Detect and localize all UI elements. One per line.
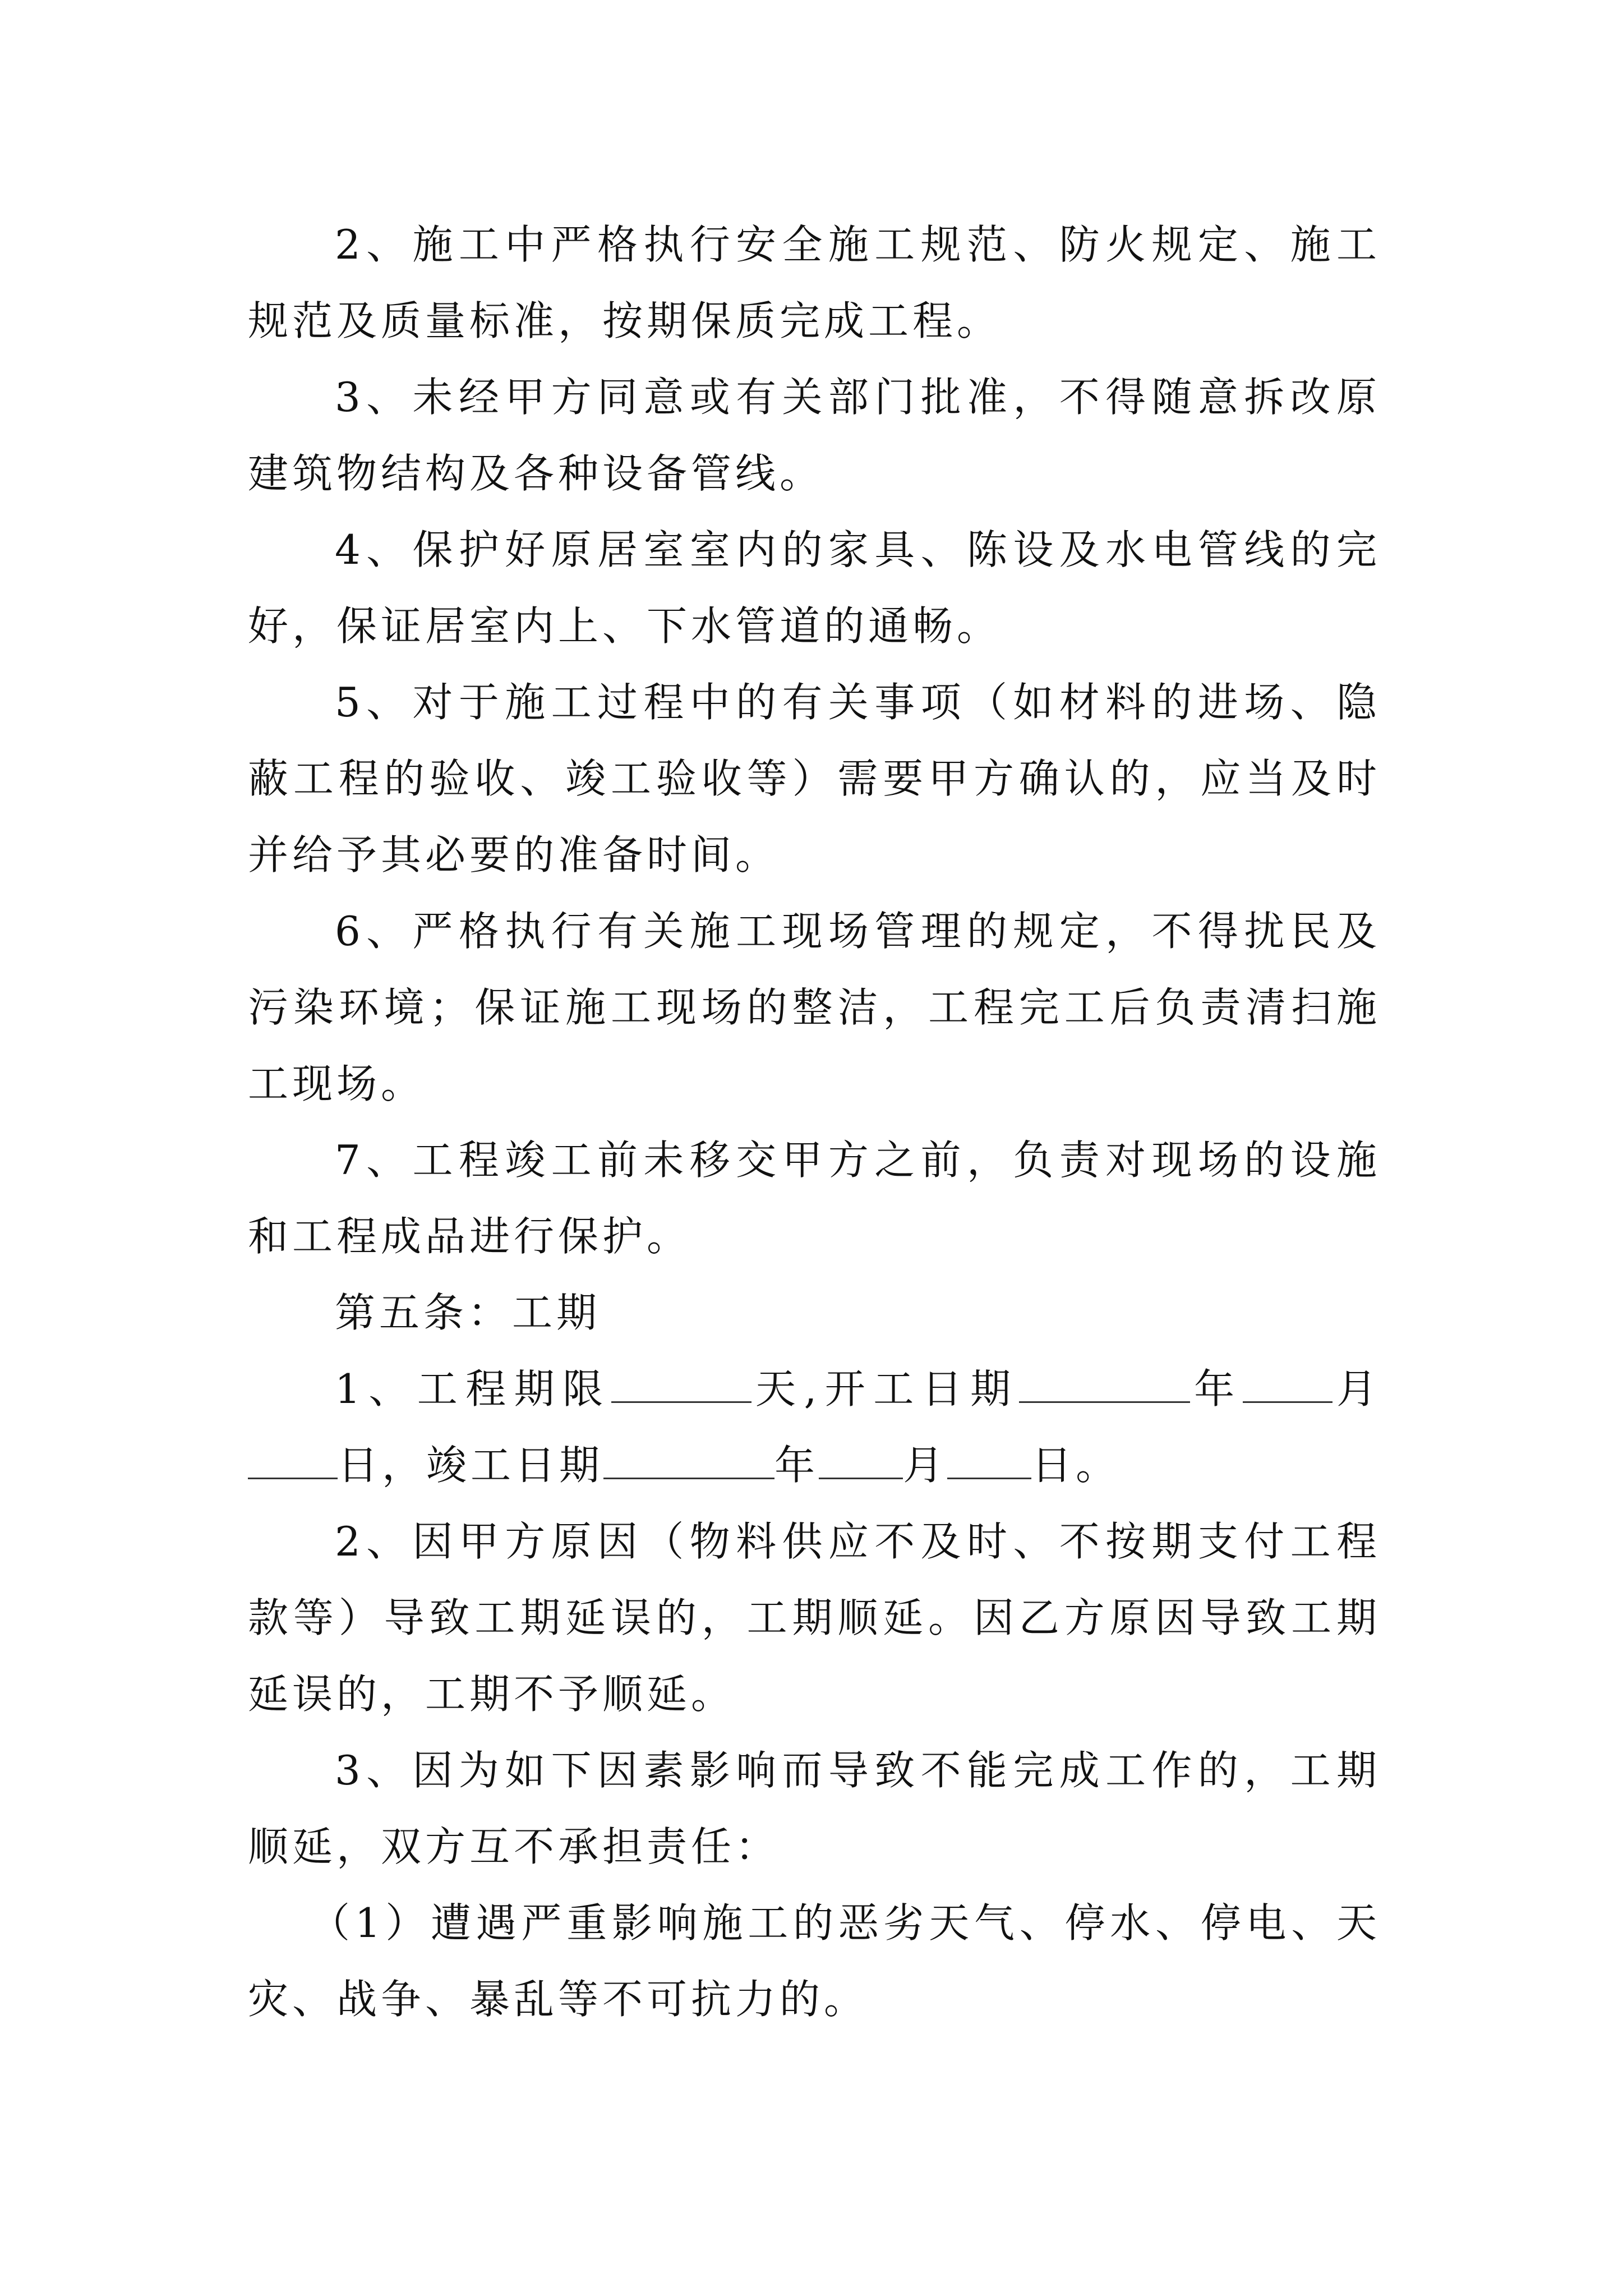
clause-paragraph-3: 3、未经甲方同意或有关部门批准，不得随意拆改原建筑物结构及各种设备管线。: [248, 374, 1381, 497]
schedule-paragraph-3: 3、因为如下因素影响而导致不能完成工作的，工期顺延，双方互不承担责任：: [248, 1747, 1381, 1870]
unit-date: 日: [338, 1442, 382, 1489]
blank-start-year: [1019, 1356, 1190, 1403]
clause-paragraph-5: 5、对于施工过程中的有关事项（如材料的进场、隐蔽工程的验收、竣工验收等）需要甲方确认的，应当及时并给予其必要的准备时间。: [248, 679, 1381, 878]
blank-period-days: [611, 1356, 751, 1403]
section-heading-schedule: 第五条：工期: [335, 1289, 601, 1336]
unit-year: 年: [1189, 1365, 1243, 1412]
blank-start-day: [248, 1433, 338, 1479]
comma-separator: ，: [382, 1442, 427, 1489]
clause-paragraph-4: 4、保护好原居室室内的家具、陈设及水电管线的完好，保证居室内上、下水管道的通畅。: [248, 526, 1381, 650]
unit-month: 月: [1332, 1365, 1381, 1412]
force-majeure-item-1: （1）遭遇严重影响施工的恶劣天气、停水、停电、天灾、战争、暴乱等不可抗力的。: [248, 1899, 1381, 2023]
end-mark: 日。: [1031, 1442, 1121, 1489]
blank-end-day: [947, 1433, 1031, 1479]
document-body: [248, 206, 1381, 2037]
blank-end-month: [819, 1433, 903, 1479]
schedule-fill-in-paragraph: [248, 1351, 1381, 1503]
unit-day: 天,: [751, 1365, 821, 1412]
blank-end-year: [603, 1433, 774, 1479]
label-end-date: 竣工日期: [426, 1442, 604, 1489]
clause-paragraph-6: 6、严格执行有关施工现场管理的规定，不得扰民及污染环境；保证施工现场的整洁，工程完工后负责清扫施工现场。: [248, 908, 1381, 1107]
schedule-paragraph-2: 2、因甲方原因（物料供应不及时、不按期支付工程款等）导致工期延误的，工期顺延。因乙方原因导致工期延误的，工期不予顺延。: [248, 1518, 1381, 1718]
label-start-date: 开工日期: [820, 1365, 1019, 1412]
clause-paragraph-7: 7、工程竣工前未移交甲方之前，负责对现场的设施和工程成品进行保护。: [248, 1137, 1381, 1260]
blank-start-month: [1243, 1356, 1332, 1403]
clause-paragraph-2: 2、施工中严格执行安全施工规范、防火规定、施工规范及质量标准，按期保质完成工程。: [248, 221, 1381, 344]
unit-month: 月: [903, 1442, 948, 1489]
unit-year: 年: [774, 1442, 819, 1489]
label-period: 1、工程期限: [335, 1365, 611, 1412]
